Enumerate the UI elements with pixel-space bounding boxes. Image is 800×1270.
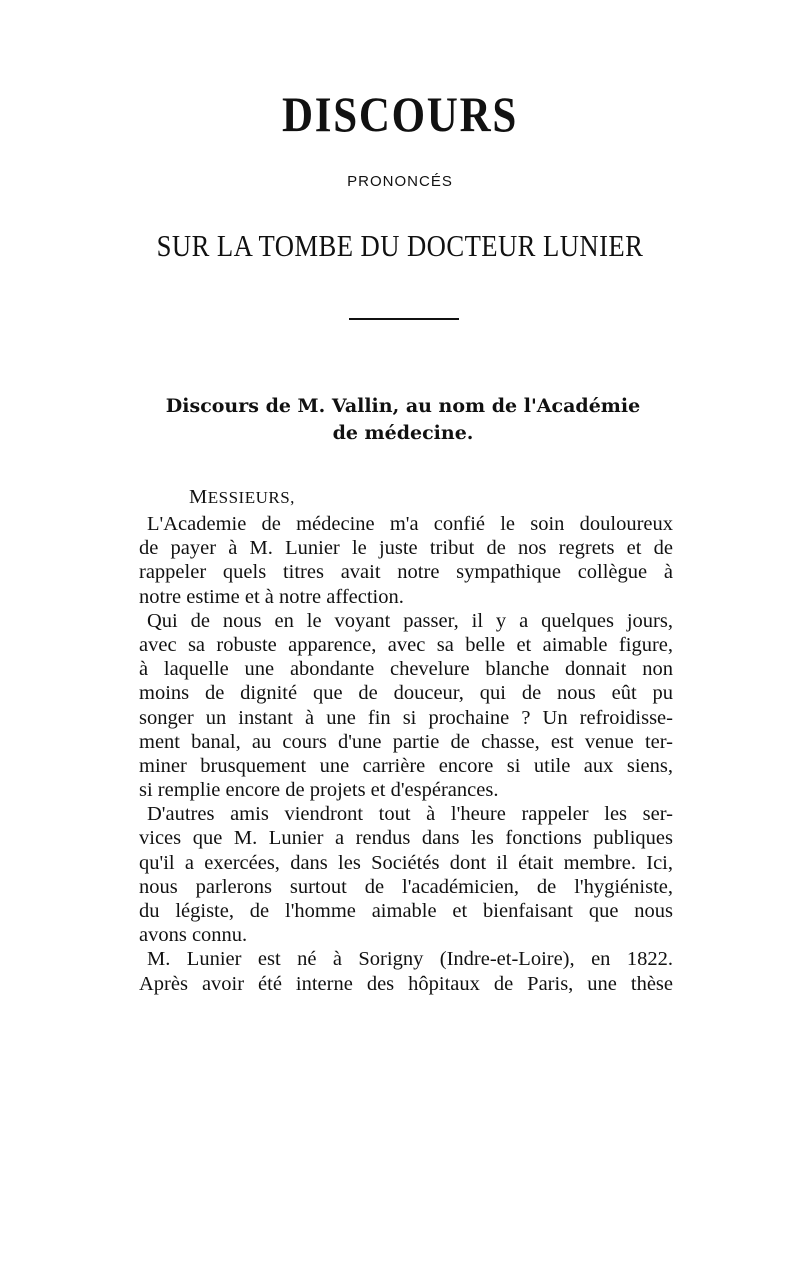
text-line: nous parlerons surtout de l'académicien, de l'hygiéniste,	[139, 875, 673, 898]
salutation-rest: ESSIEURS,	[207, 488, 295, 507]
text-line: si remplie encore de projets et d'espérances.	[139, 779, 499, 802]
page-subtitle: PRONONCÉS	[347, 173, 453, 190]
section-heading-line: Discours de M. Vallin, au nom de l'Académie	[165, 395, 641, 417]
text-line: qu'il a exercées, dans les Sociétés dont il était membre. Ici,	[139, 851, 673, 874]
paragraph	[139, 512, 673, 609]
paragraph	[139, 609, 673, 803]
text-line: rappeler quels titres avait notre sympathique collègue à	[139, 561, 673, 584]
section-heading-line: de médecine.	[332, 422, 474, 444]
body-text	[139, 482, 673, 996]
text-line: L'Academie de médecine m'a confié le soin douloureux	[147, 513, 673, 535]
text-line: à laquelle une abondante chevelure blanche donnait non	[139, 658, 673, 681]
title-divider	[349, 318, 459, 320]
salutation	[139, 482, 673, 512]
text-line: Après avoir été interne des hôpitaux de Paris, une thèse	[139, 972, 673, 995]
text-line: de payer à M. Lunier le juste tribut de nos regrets et de	[139, 537, 673, 560]
text-line: notre estime et à notre affection.	[139, 585, 404, 608]
text-line: vices que M. Lunier a rendus dans les fonctions publiques	[139, 827, 673, 850]
text-line: ment banal, au cours d'une partie de chasse, est venue ter-	[139, 730, 673, 753]
text-line: songer un instant à une fin si prochaine ? Un refroidisse-	[139, 706, 673, 729]
salutation-initial: M	[189, 486, 208, 508]
text-line: moins de dignité que de douceur, qui de nous eût pu	[139, 682, 673, 705]
page-title-secondary: SUR LA TOMBE DU DOCTEUR LUNIER	[156, 228, 644, 263]
paragraph	[139, 947, 673, 995]
text-line: avons connu.	[139, 924, 248, 947]
page-title: DISCOURS	[282, 86, 518, 142]
text-line: du légiste, de l'homme aimable et bienfaisant que nous	[139, 900, 673, 922]
text-line: D'autres amis viendront tout à l'heure rappeler les ser-	[147, 803, 673, 826]
text-line: Qui de nous en le voyant passer, il y a quelques jours,	[147, 609, 673, 632]
text-line: miner brusquement une carrière encore si utile aux siens,	[139, 754, 673, 777]
text-line: M. Lunier est né à Sorigny (Indre-et-Loire), en 1822.	[147, 948, 673, 971]
section-heading	[130, 393, 676, 447]
paragraph	[139, 802, 673, 947]
text-line: avec sa robuste apparence, avec sa belle et aimable figure,	[139, 633, 673, 656]
